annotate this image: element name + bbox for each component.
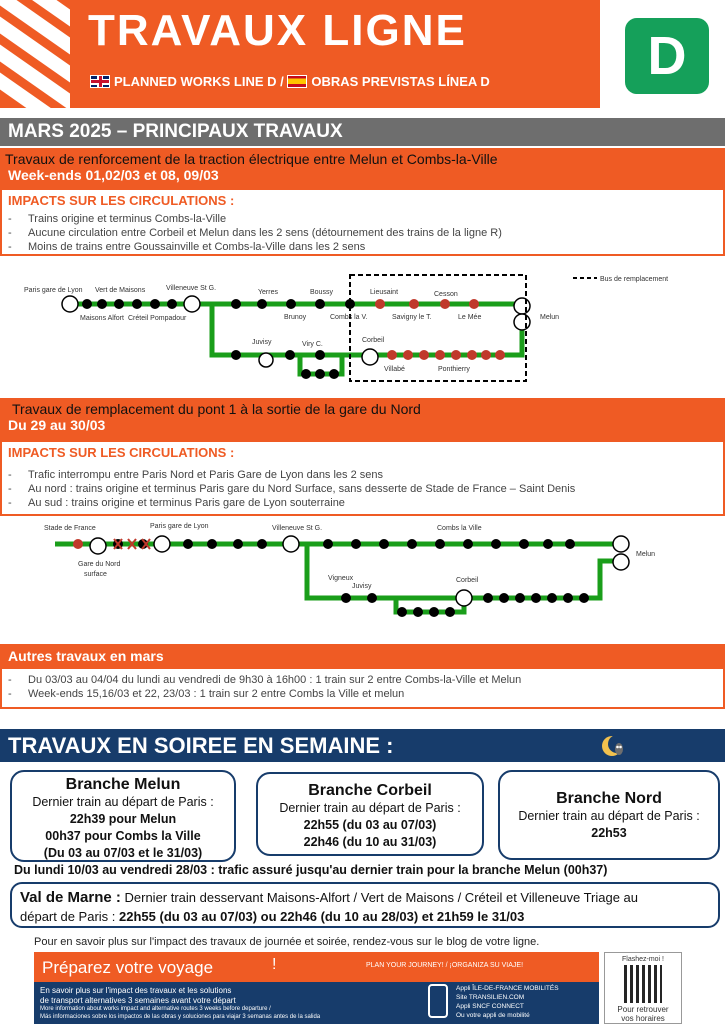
card-time: 22h53 (591, 826, 627, 840)
qr-text: vos horaires (621, 1014, 665, 1023)
app-link[interactable]: Appli SNCF CONNECT (456, 1003, 524, 1010)
footer-exclamation: ! (272, 956, 277, 973)
app-link[interactable]: Appli ÎLE-DE-FRANCE MOBILITÉS (456, 985, 559, 992)
map2-label: Combs la Ville (437, 525, 482, 532)
work2-dates: Du 29 au 30/03 (8, 417, 106, 433)
map2-line-diagram (0, 518, 725, 622)
footer-plan-journey: PLAN YOUR JOURNEY! / ¡ORGANIZA SU VIAJE! (366, 962, 524, 969)
map1-label: Lieusaint (370, 289, 399, 296)
vdm-title: Val de Marne : (20, 889, 121, 906)
branch-corbeil-title: Branche Corbeil (308, 782, 432, 799)
map1-label: Villeneuve St G. (166, 285, 217, 292)
map2-label: Vigneux (328, 575, 354, 582)
map2-label: Stade de France (44, 525, 96, 532)
map2-label: Melun (636, 551, 656, 558)
blog-info: Pour en savoir plus sur l'impact des travaux de journée et soirée, rendez-vous sur le blog de votre ligne. (34, 936, 540, 948)
branch-corbeil-card (256, 772, 484, 856)
map1-label: Vert de Maisons (95, 287, 146, 294)
card-time: (Du 03 au 07/03 et le 31/03) (43, 846, 203, 860)
uk-flag-icon (90, 75, 110, 88)
map1-stops (82, 299, 355, 379)
spain-flag-icon (287, 75, 307, 88)
work2-header (0, 398, 725, 440)
other-works-list (0, 669, 725, 709)
map1-label: Brunoy (284, 314, 307, 321)
phone-icon (428, 984, 448, 1018)
list-item: - Week-ends 15,16/03 et 22, 23/03 : 1 train sur 2 entre Combs la Ville et melun (8, 687, 723, 701)
list-item: - Au nord : trains origine et terminus Paris gare du Nord Surface, sans desserte de Stade de France – Saint Denis (8, 482, 723, 496)
map2-closed-stops (73, 539, 83, 549)
evening-works-title: TRAVAUX EN SOIREE EN SEMAINE : (0, 729, 725, 762)
work2-impacts-title: IMPACTS SUR LES CIRCULATIONS : (8, 445, 235, 460)
map1-label: Melun (540, 314, 560, 321)
map2-label: Juvisy (352, 583, 372, 590)
work2-impacts (0, 440, 725, 516)
vdm-text: Dernier train desservant Maisons-Alfort / Vert de Maisons / Créteil et Villeneuve Triage au (124, 890, 638, 905)
card-time: 22h46 (du 10 au 31/03) (303, 835, 437, 849)
map1-legend: Bus de remplacement (600, 276, 669, 283)
page-subtitle: PLANNED WORKS LINE D / OBRAS PREVISTAS LÍNEA D (90, 74, 490, 89)
vdm-text: départ de Paris : (20, 909, 116, 924)
branch-melun-card (10, 770, 236, 862)
map2-label: Villeneuve St G. (272, 525, 323, 532)
list-item: - Moins de trains entre Goussainville et Combs-la-Ville dans les 2 sens (8, 240, 723, 254)
qr-text: Pour retrouver (617, 1005, 669, 1014)
qr-code-icon[interactable] (624, 965, 662, 1003)
moon-owl-icon (600, 734, 626, 758)
map1-label: Maisons Alfort (80, 315, 124, 322)
qr-panel (604, 952, 682, 1024)
line-d-badge: D (625, 18, 709, 94)
card-time: 00h37 pour Combs la Ville (45, 829, 201, 843)
map1-label: Savigny le T. (392, 314, 432, 321)
list-item: - Aucune circulation entre Corbeil et Melun dans les 2 sens (détournement des trains de la ligne R) (8, 226, 723, 240)
footer-text: En savoir plus sur l'impact des travaux et les solutions de transport alternatives 3 semaines avant votre départ (40, 986, 236, 1005)
map1-label: Viry C. (302, 341, 323, 348)
map1-label: Boussy (310, 289, 333, 296)
list-item: - Au sud : trains origine et terminus Paris gare de Lyon souterraine (8, 496, 723, 510)
card-time: 22h55 (du 03 au 07/03) (303, 818, 437, 832)
work1-impacts (0, 188, 725, 256)
work1-header (0, 148, 725, 188)
map2-label: surface (84, 571, 107, 578)
vdm-times: 22h55 (du 03 au 07/03) ou 22h46 (du 10 au 28/03) et 21h59 le 31/03 (119, 909, 525, 924)
map1-label: Yerres (258, 289, 278, 296)
list-item: - Trains origine et terminus Combs-la-Ville (8, 212, 723, 226)
map1-label: Villabé (384, 366, 405, 373)
footer-title: Préparez votre voyage (42, 958, 214, 977)
other-works-title: Autres travaux en mars (0, 644, 725, 669)
map1-label: Créteil Pompadour (128, 315, 187, 322)
work2-title: Travaux de remplacement du pont 1 à la sortie de la gare du Nord (12, 401, 421, 417)
map1-label: Combs la V. (330, 314, 368, 321)
map1-label: Juvisy (252, 339, 272, 346)
branch-melun-title: Branche Melun (65, 776, 181, 793)
month-heading: MARS 2025 – PRINCIPAUX TRAVAUX (0, 118, 725, 146)
map2-label: Corbeil (456, 577, 479, 584)
card-time: 22h39 pour Melun (69, 812, 177, 826)
map2-label: Paris gare de Lyon (150, 523, 209, 530)
branch-nord-card (498, 770, 720, 860)
header-stripes (0, 0, 70, 108)
page-title: TRAVAUX LIGNE (88, 6, 467, 55)
melun-note: Du lundi 10/03 au vendredi 28/03 : trafic assuré jusqu'au dernier train pour la branche Melun (00h37) (14, 863, 608, 877)
map1-label: Ponthierry (438, 366, 470, 373)
card-subtitle: Dernier train au départ de Paris : (32, 795, 214, 809)
map1-label: Le Mée (458, 314, 482, 321)
work1-dates: Week-ends 01,02/03 et 08, 09/03 (8, 167, 219, 183)
map1-label: Cesson (434, 291, 458, 298)
map1-line-diagram (0, 262, 725, 392)
map1-label: Corbeil (362, 337, 385, 344)
map1-closed-stops (375, 299, 505, 360)
list-item: - Trafic interrompu entre Paris Nord et Paris Gare de Lyon dans les 2 sens (8, 468, 723, 482)
qr-caption: Flashez-moi ! (621, 956, 664, 963)
card-subtitle: Dernier train au départ de Paris : (279, 801, 461, 815)
val-de-marne-box (10, 882, 720, 928)
map1-label: Paris gare de Lyon (24, 287, 83, 294)
map2-label: Gare du Nord (78, 561, 121, 568)
work1-title: Travaux de renforcement de la traction électrique entre Melun et Combs-la-Ville (5, 151, 498, 167)
footer-text-translations: More information about works impact and alternative routes 3 weeks before departure / Más informaciones sobre los impactos de las obras y soluciones para viajar 3 semanas antes de la salida (40, 1006, 321, 1020)
card-subtitle: Dernier train au départ de Paris : (518, 809, 700, 823)
app-link: Ou votre appli de mobilité (456, 1012, 530, 1019)
branch-nord-title: Branche Nord (556, 790, 662, 807)
list-item: - Du 03/03 au 04/04 du lundi au vendredi de 9h30 à 16h00 : 1 train sur 2 entre Combs-la-Ville et Melun (8, 673, 723, 687)
site-link[interactable]: Site TRANSILIEN.COM (456, 994, 525, 1001)
work1-impacts-title: IMPACTS SUR LES CIRCULATIONS : (8, 193, 235, 208)
footer-apps (456, 984, 596, 1020)
